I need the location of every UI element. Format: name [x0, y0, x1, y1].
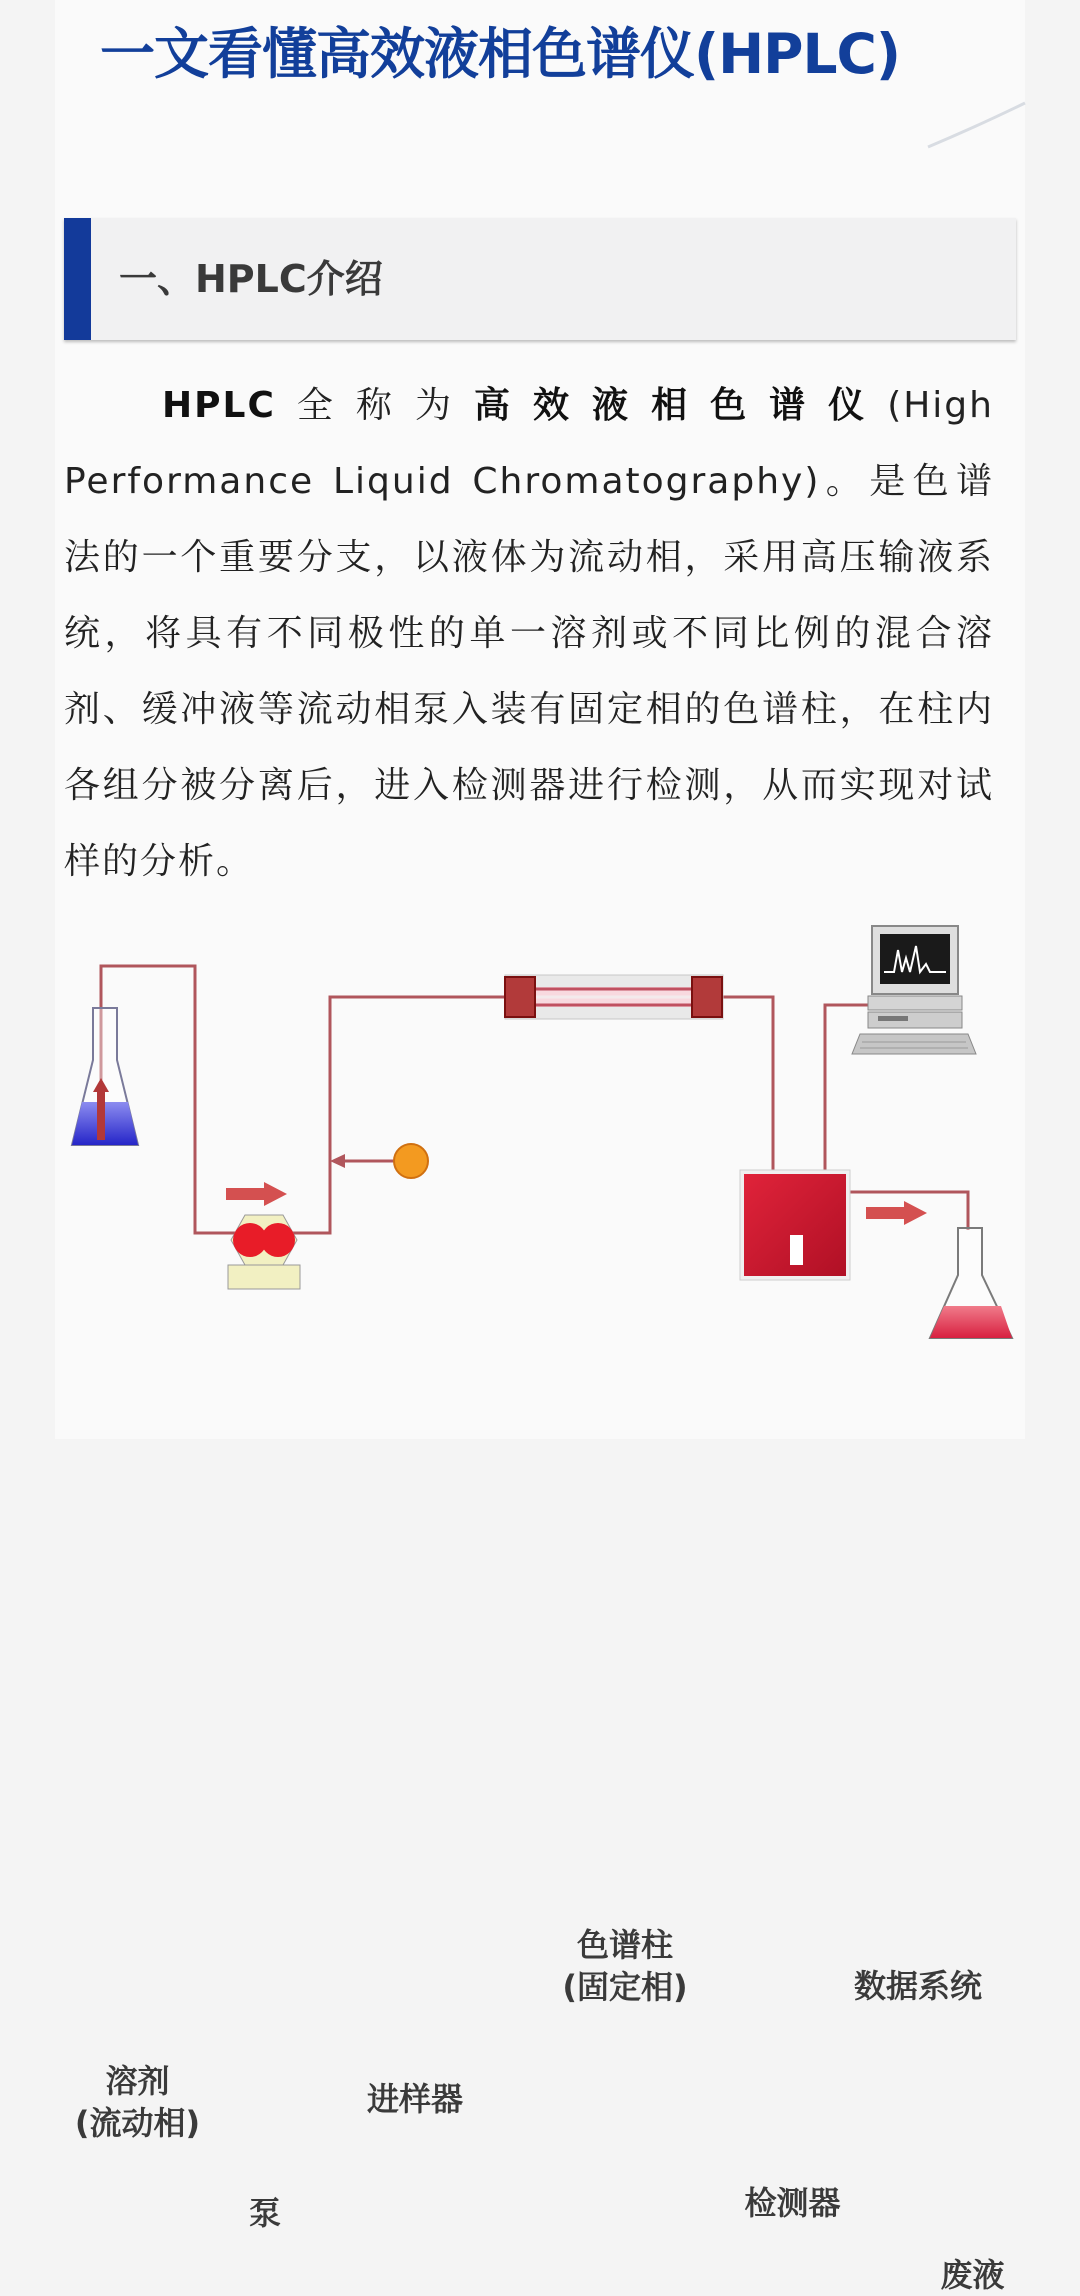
computer-icon	[852, 926, 976, 1054]
hplc-diagram-svg	[0, 900, 1080, 1439]
intro-paragraph	[64, 368, 994, 900]
solvent-flask-icon	[72, 1008, 138, 1145]
column-icon	[505, 975, 723, 1019]
waste-label: 废液	[940, 2256, 1005, 2294]
injector-label: 进样器	[366, 2080, 463, 2118]
decorative-swoosh	[920, 95, 1030, 155]
section-header	[64, 218, 1016, 340]
detector-label: 检测器	[744, 2184, 841, 2222]
article-title: 一文看懂高效液相色谱仪(HPLC)	[100, 22, 901, 86]
detector-icon	[740, 1170, 850, 1280]
pump-icon	[228, 1215, 300, 1289]
section-accent-bar	[64, 218, 91, 340]
para-text-1: 全称为	[275, 385, 474, 426]
injector-flow-arrow	[330, 1154, 345, 1168]
section-title: 一、HPLC介绍	[119, 257, 383, 301]
hplc-diagram	[0, 900, 1080, 2294]
column-label	[555, 1924, 695, 2008]
solvent-label-line-1: 溶剂	[105, 2062, 170, 2100]
column-label-line-2: (固定相)	[562, 1968, 688, 2006]
column-label-line-1: 色谱柱	[576, 1926, 673, 1964]
injector-icon	[394, 1144, 428, 1178]
data-system-label: 数据系统	[853, 1967, 982, 2005]
para-fullname: 高效液相色谱仪	[473, 385, 888, 426]
para-acronym: HPLC	[162, 385, 276, 426]
waste-arrow-icon	[866, 1201, 927, 1225]
pump-label: 泵	[248, 2194, 281, 2232]
solvent-label-line-2: (流动相)	[74, 2104, 201, 2142]
pump-arrow-icon	[226, 1182, 287, 1206]
solvent-label	[70, 2060, 205, 2144]
waste-flask-icon	[930, 1228, 1012, 1338]
para-text-rest: (High Performance Liquid Chromatography)。是色谱法的一个重要分支，以液体为流动相，采用高压输液系统，将具有不同极性的单一溶剂或不同比例的混合溶剂、缓冲液等流动相泵入装有固定相的色谱柱，在柱内各组分被分离后，进入检测器进行检测，从而实现对试样的分析。	[64, 385, 994, 882]
